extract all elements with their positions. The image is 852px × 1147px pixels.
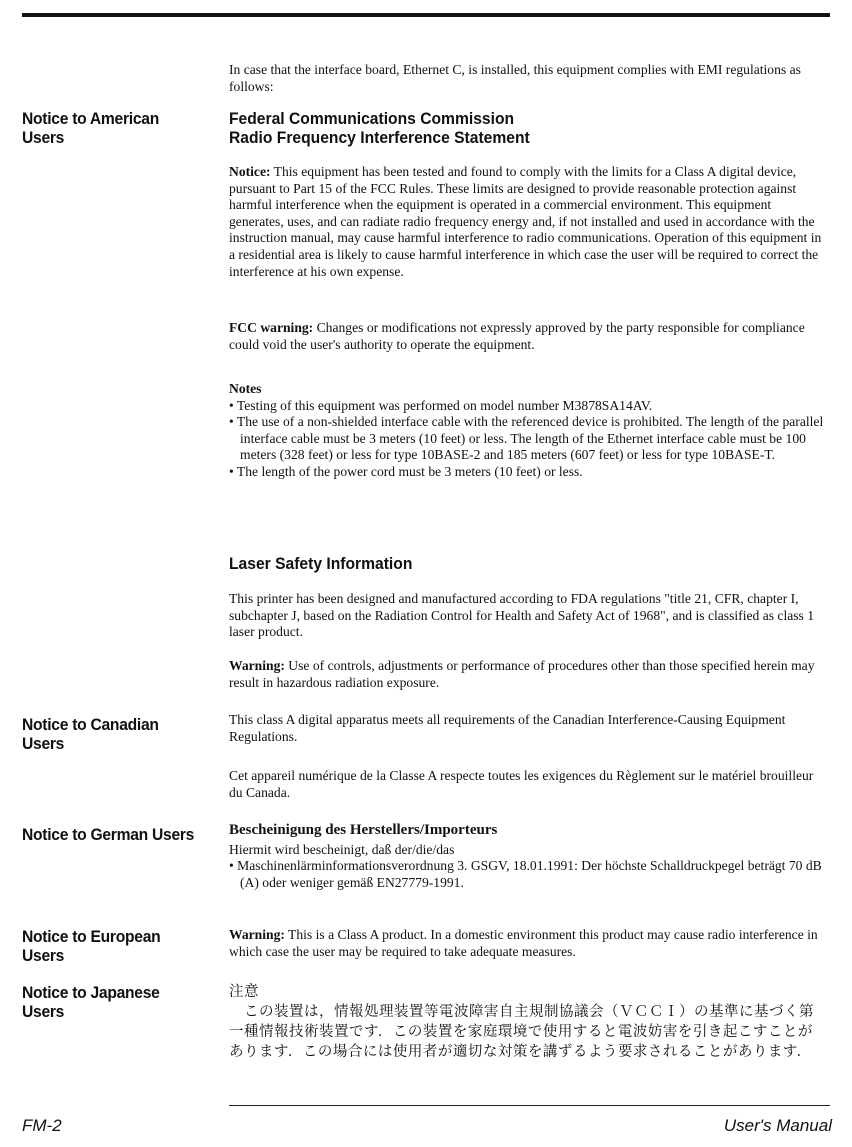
japanese-text: この装置は，情報処理装置等電波障害自主規制協議会（ＶＣＣＩ）の基準に基づく第一種情報技術装置です．この装置を家庭環境で使用すると電波妨害を引き起こすことがあります．この場合には使用者が適切な対策を講ずるよう要求されることがあります．: [229, 1004, 814, 1060]
note-item: • Testing of this equipment was performed on model number M3878SA14AV.: [229, 398, 829, 415]
bottom-rule: [229, 1105, 830, 1106]
label-american: Notice to American Users: [22, 109, 159, 147]
warning-text: Use of controls, adjustments or performance of procedures other than those specified herein may result in hazardous radiation exposure.: [229, 658, 815, 690]
notes: [229, 381, 829, 481]
fcc-warning: [229, 320, 829, 353]
top-rule: [22, 13, 830, 17]
fcc-heading: [229, 109, 829, 147]
intro-text: In case that the interface board, Ethernet C, is installed, this equipment complies with EMI regulations as follows:: [229, 62, 801, 94]
fcc-warning-label: FCC warning:: [229, 320, 314, 335]
european-warning: [229, 927, 829, 960]
japanese-block: [229, 982, 829, 1062]
european-warning-label: Warning:: [229, 927, 285, 942]
page-number: FM-2: [22, 1116, 62, 1135]
notes-title: Notes: [229, 381, 262, 396]
laser-heading: Laser Safety Information: [229, 554, 413, 573]
label-japanese: Notice to Japanese Users: [22, 983, 160, 1021]
notice-label: Notice:: [229, 164, 271, 179]
german-heading: Bescheinigung des Herstellers/Importeurs: [229, 822, 498, 838]
warning-label: Warning:: [229, 658, 285, 673]
manual-title: User's Manual: [723, 1116, 832, 1135]
european-warning-text: This is a Class A product. In a domestic environment this product may cause radio interference in which case the user may be required to take adequate measures.: [229, 927, 818, 959]
german-text: Hiermit wird bescheinigt, daß der/die/das: [229, 841, 455, 857]
fcc-heading-2: Radio Frequency Interference Statement: [229, 128, 530, 147]
fcc-warning-text: Changes or modifications not expressly approved by the party responsible for compliance could void the user's authority to operate the equipment.: [229, 320, 805, 352]
label-canadian: Notice to Canadian Users: [22, 715, 159, 753]
canadian-text-fr: Cet appareil numérique de la Classe A respecte toutes les exigences du Règlement sur le matériel brouilleur du Canada.: [229, 768, 814, 800]
laser-warning: [229, 658, 829, 691]
fcc-notice: [229, 164, 829, 280]
german-bullet: • Maschinenlärminformationsverordnung 3. GSGV, 18.01.1991: Der höchste Schalldruckpegel beträgt 70 dB (A) oder weniger gemäß EN27779-1991.: [229, 858, 829, 891]
note-item: • The use of a non-shielded interface cable with the referenced device is prohibited. The length of the parallel interface cable must be 3 meters (10 feet) or less. The length of the Ethernet interface cable must be 100 meters (328 feet) or less for type 10BASE-2 and 185 meters (607 feet) or less for type 10BASE-T.: [229, 414, 829, 464]
german-block: [229, 822, 829, 891]
notice-text: This equipment has been tested and found to comply with the limits for a Class A digital device, pursuant to Part 15 of the FCC Rules. These limits are designed to provide reasonable protection against harmful interference when the equipment is operated in a commercial environment. This equipment generates, uses, and can radiate radio frequency energy and, if not installed and used in accordance with the instruction manual, may cause harmful interference to radio communications. Operation of this equipment in a residential area is likely to cause harmful interference in which case the user will be required to correct the interference at his own expense.: [229, 164, 822, 279]
japanese-title: 注意: [229, 984, 259, 1000]
laser-text: This printer has been designed and manufactured according to FDA regulations "title 21, CFR, chapter I, subchapter J, based on the Radiation Control for Health and Safety Act of 1968", and is classified as class 1 laser product.: [229, 591, 815, 640]
fcc-heading-1: Federal Communications Commission: [229, 109, 515, 128]
label-german: Notice to German Users: [22, 825, 195, 844]
canadian-text-en: This class A digital apparatus meets all requirements of the Canadian Interference-Causing Equipment Regulations.: [229, 712, 786, 744]
note-item: • The length of the power cord must be 3 meters (10 feet) or less.: [229, 464, 829, 481]
label-european: Notice to European Users: [22, 927, 161, 965]
